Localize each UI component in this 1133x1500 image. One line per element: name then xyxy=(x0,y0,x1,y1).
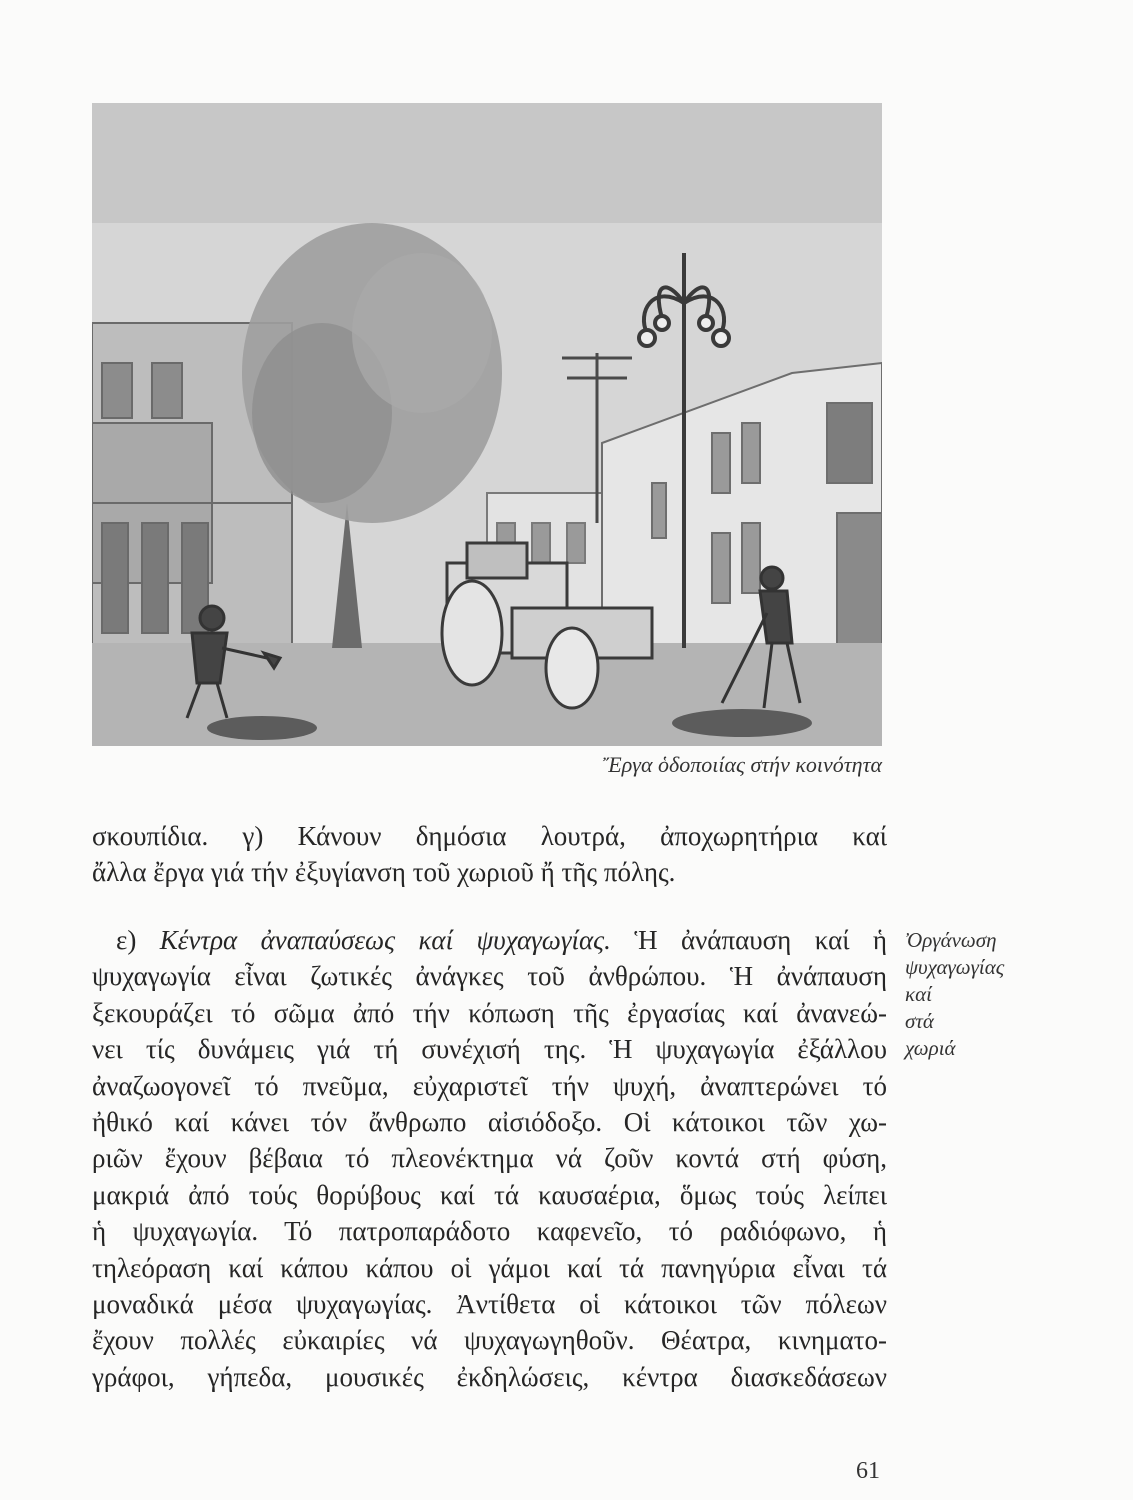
text-line: σκουπίδια. γ) Κάνουν δημόσια λουτρά, ἀποχωρητήρια καί xyxy=(92,821,887,851)
text-line: τηλεόραση καί κάπου κάπου οἱ γάμοι καί τά πανηγύρια εἶναι τά xyxy=(92,1252,887,1283)
text-line: ἔχουν πολλές εὐκαιρίες νά ψυχαγωγηθοῦν. Θέατρα, κινηματο- xyxy=(92,1325,887,1356)
first-line-rest: Ἡ ἀνάπαυση καί ἡ xyxy=(634,925,888,955)
text-line: γράφοι, γήπεδα, μουσικές ἐκδηλώσεις, κέντρα διασκεδάσεων xyxy=(92,1361,887,1392)
text-line: ἡ ψυχαγωγία. Τό πατροπαράδοτο καφενεῖο, τό ραδιόφωνο, ἡ xyxy=(92,1216,887,1247)
text-line: μοναδικά μέσα ψυχαγωγίας. Ἀντίθετα οἱ κάτοικοι τῶν πόλεων xyxy=(92,1289,887,1320)
text-line: ἠθικό καί κάνει τόν ἄνθρωπο αἰσιόδοξο. Οἱ κάτοικοι τῶν χω- xyxy=(92,1107,887,1138)
section-label: ε) xyxy=(116,925,137,955)
text-line: ξεκουράζει τό σῶμα ἀπό τήν κόπωση τῆς ἐργασίας καί ἀνανεώ- xyxy=(92,997,887,1028)
illustration-drawing xyxy=(92,103,882,746)
margin-note-line: Ὀργάνωση xyxy=(905,928,997,952)
text-line: ριῶν ἔχουν βέβαια τό πλεονέκτημα νά ζοῦν κοντά στή φύση, xyxy=(92,1143,887,1174)
margin-note-line: χωριά xyxy=(905,1036,956,1060)
text-line: ἀναζωογονεῖ τό πνεῦμα, εὐχαριστεῖ τήν ψυχή, ἀναπτερώνει τό xyxy=(92,1070,887,1101)
text-line: μακριά ἀπό τούς θορύβους καί τά καυσαέρια, ὅμως τούς λείπει xyxy=(92,1179,887,1210)
page-number: 61 xyxy=(856,1458,880,1484)
text-line: ψυχαγωγία εἶναι ζωτικές ἀνάγκες τοῦ ἀνθρώπου. Ἡ ἀνάπαυση xyxy=(92,961,887,992)
road-works-illustration xyxy=(92,103,882,746)
paragraph-1 xyxy=(92,818,887,891)
margin-note-line: στά xyxy=(905,1009,934,1033)
margin-note xyxy=(905,927,1045,1062)
text-line: νει τίς δυνάμεις γιά τή συνέχισή της. Ἡ ψυχαγωγία ἐξάλλου xyxy=(92,1034,887,1065)
section-heading: Κέντρα ἀναπαύσεως καί ψυχαγωγίας. xyxy=(159,925,611,955)
paragraph-2 xyxy=(92,922,887,1395)
paragraph-2-first-line xyxy=(92,922,887,958)
image-caption: Ἔργα ὁδοποιίας στήν κοινότητα xyxy=(602,752,882,777)
margin-note-line: καί xyxy=(905,982,932,1006)
text-line: ἄλλα ἔργα γιά τήν ἐξυγίανση τοῦ χωριοῦ ἤ τῆς πόλης. xyxy=(92,857,676,888)
margin-note-line: ψυχαγωγίας xyxy=(905,955,1005,979)
